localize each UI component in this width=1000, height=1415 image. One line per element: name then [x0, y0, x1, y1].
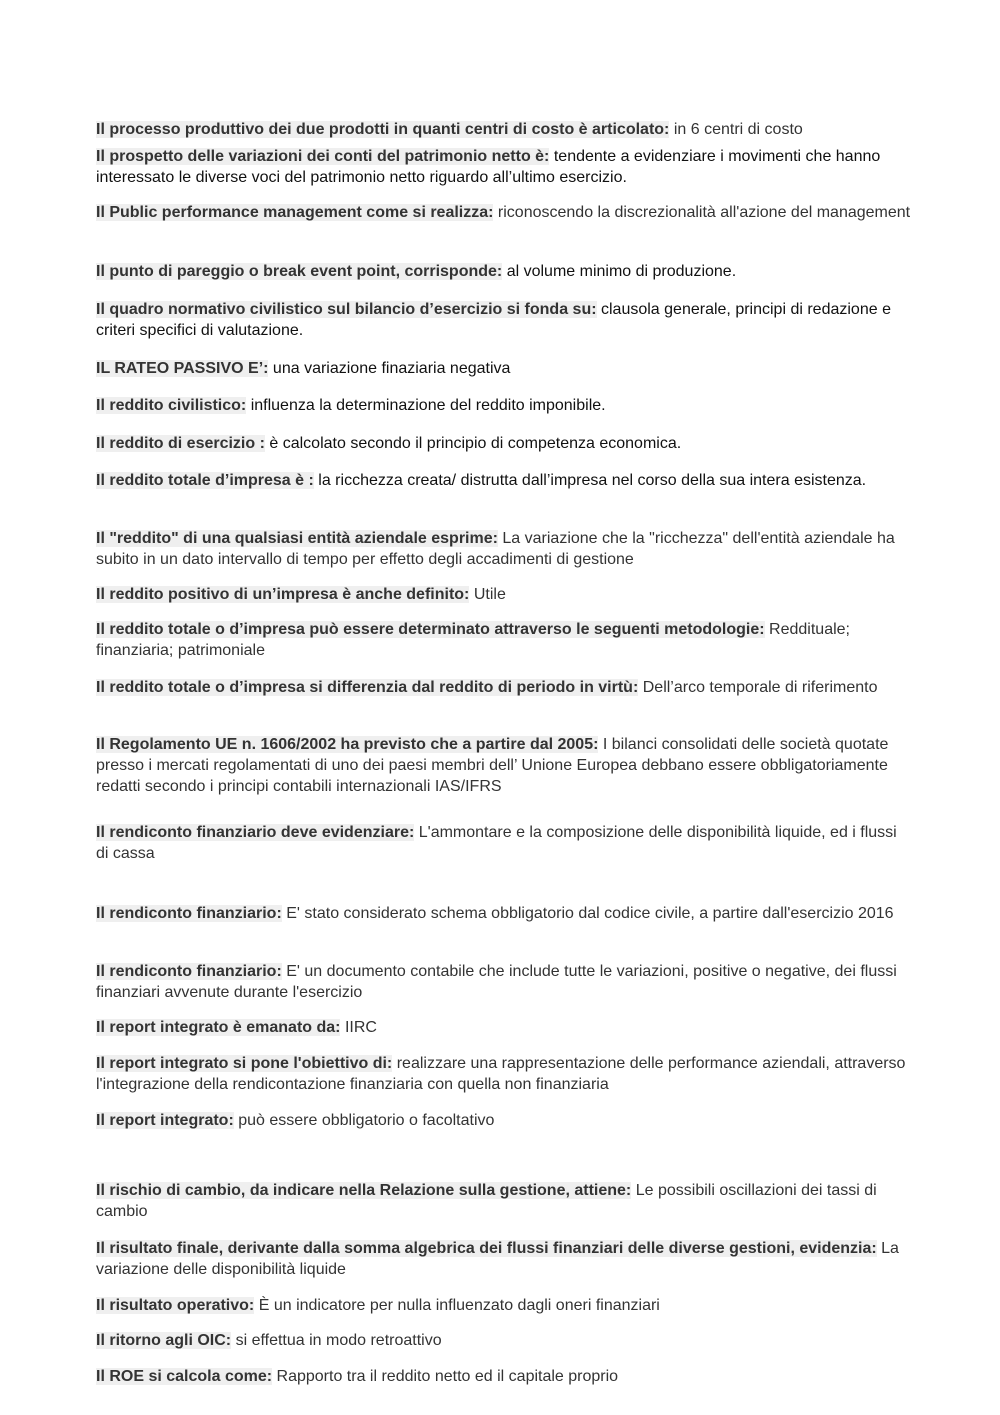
answer-text: in 6 centri di costo	[673, 121, 803, 138]
qa-entry	[96, 1238, 911, 1280]
answer-text: riconoscendo la discrezionalità all'azione del management	[497, 204, 911, 221]
answer-text: può essere obbligatorio o facoltativo	[238, 1112, 495, 1129]
answer-text: la ricchezza creata/ distrutta dall’impresa nel corso della sua intera esistenza.	[318, 472, 867, 489]
question-text: Il reddito totale o d’impresa può essere determinato attraverso le seguenti metodologie:	[96, 621, 765, 638]
qa-entry	[96, 822, 911, 864]
qa-entry	[96, 358, 911, 379]
qa-entry	[96, 1110, 911, 1131]
answer-text: al volume minimo di produzione.	[506, 263, 737, 280]
qa-entry	[96, 677, 911, 698]
answer-text: L'ammontare e la composizione delle disponibilità liquide, ed i flussi di cassa	[96, 824, 897, 862]
qa-entry	[96, 433, 911, 454]
question-text: Il reddito di esercizio :	[96, 435, 265, 452]
answer-text: Reddituale; finanziaria; patrimoniale	[96, 621, 850, 659]
qa-entry	[96, 146, 911, 188]
qa-entry	[96, 903, 911, 924]
answer-text: IIRC	[344, 1019, 377, 1036]
question-text: Il report integrato si pone l'obiettivo di:	[96, 1055, 393, 1072]
question-text: Il reddito positivo di un’impresa è anche definito:	[96, 586, 470, 603]
question-text: Il rendiconto finanziario:	[96, 905, 282, 922]
qa-entry	[96, 619, 911, 661]
answer-text: tendente a evidenziare i movimenti che hanno interessato le diverse voci del patrimonio netto riguardo all’ultimo esercizio.	[96, 148, 881, 186]
question-text: Il risultato operativo:	[96, 1297, 255, 1314]
answer-text: realizzare una rappresentazione delle performance aziendali, attraverso l'integrazione della rendicontazione finanziaria con quella non finanziaria	[96, 1055, 906, 1093]
question-text: Il processo produttivo dei due prodotti in quanti centri di costo è articolato:	[96, 121, 670, 138]
question-text: Il reddito totale o d’impresa si differenzia dal reddito di periodo in virtù:	[96, 679, 639, 696]
answer-text: si effettua in modo retroattivo	[235, 1332, 442, 1349]
question-text: Il risultato finale, derivante dalla somma algebrica dei flussi finanziari delle diverse gestioni, evidenzia:	[96, 1240, 877, 1257]
question-text: Il ROE si calcola come:	[96, 1368, 273, 1385]
answer-text: La variazione che la "ricchezza" dell'entità aziendale ha subito in un dato intervallo di tempo per effetto degli accadimenti di gestione	[96, 530, 895, 568]
answer-text: una variazione finaziaria negativa	[272, 360, 511, 377]
qa-entry	[96, 734, 911, 797]
qa-entry	[96, 1053, 911, 1095]
qa-entry	[96, 1017, 911, 1038]
question-text: Il rendiconto finanziario:	[96, 963, 282, 980]
qa-entry	[96, 470, 911, 491]
qa-entry	[96, 961, 911, 1003]
qa-entry	[96, 584, 911, 605]
question-text: Il "reddito" di una qualsiasi entità aziendale esprime:	[96, 530, 498, 547]
answer-text: influenza la determinazione del reddito imponibile.	[250, 397, 606, 414]
question-text: Il reddito civilistico:	[96, 397, 247, 414]
answer-text: Utile	[473, 586, 506, 603]
qa-entry	[96, 1180, 911, 1222]
answer-text: Dell’arco temporale di riferimento	[642, 679, 878, 696]
question-text: Il report integrato è emanato da:	[96, 1019, 341, 1036]
question-text: Il ritorno agli OIC:	[96, 1332, 232, 1349]
question-text: Il Regolamento UE n. 1606/2002 ha previsto che a partire dal 2005:	[96, 736, 599, 753]
answer-text: I bilanci consolidati delle società quotate presso i mercati regolamentati di uno dei paesi membri dell’ Unione Europea debbano essere obbligatoriamente redatti secondo i principi contabili internazionali IAS/IFRS	[96, 736, 889, 795]
question-text: Il rischio di cambio, da indicare nella Relazione sulla gestione, attiene:	[96, 1182, 632, 1199]
qa-entry	[96, 528, 911, 570]
qa-entry	[96, 299, 911, 341]
qa-entry	[96, 1366, 911, 1387]
question-text: Il Public performance management come si realizza:	[96, 204, 494, 221]
qa-entry	[96, 395, 911, 416]
answer-text: Rapporto tra il reddito netto ed il capitale proprio	[276, 1368, 619, 1385]
question-text: IL RATEO PASSIVO E’:	[96, 360, 269, 377]
question-text: Il rendiconto finanziario deve evidenziare:	[96, 824, 415, 841]
qa-entry	[96, 1330, 911, 1351]
answer-text: E' un documento contabile che include tutte le variazioni, positive o negative, dei flussi finanziari avvenute durante l'esercizio	[96, 963, 897, 1001]
question-text: Il reddito totale d’impresa è :	[96, 472, 314, 489]
answer-text: E' stato considerato schema obbligatorio dal codice civile, a partire dall'esercizio 2016	[286, 905, 894, 922]
answer-text: La variazione delle disponibilità liquide	[96, 1240, 899, 1278]
answer-text: è calcolato secondo il principio di competenza economica.	[269, 435, 682, 452]
qa-entry	[96, 261, 911, 282]
question-text: Il punto di pareggio o break event point, corrisponde:	[96, 263, 503, 280]
qa-entry	[96, 119, 911, 140]
answer-text: È un indicatore per nulla influenzato dagli oneri finanziari	[258, 1297, 660, 1314]
question-text: Il prospetto delle variazioni dei conti del patrimonio netto è:	[96, 148, 550, 165]
answer-text: Le possibili oscillazioni dei tassi di cambio	[96, 1182, 877, 1220]
qa-entry	[96, 1295, 911, 1316]
question-text: Il quadro normativo civilistico sul bilancio d’esercizio si fonda su:	[96, 301, 597, 318]
qa-entry	[96, 202, 911, 223]
answer-text: clausola generale, principi di redazione e criteri specifici di valutazione.	[96, 301, 891, 339]
question-text: Il report integrato:	[96, 1112, 234, 1129]
